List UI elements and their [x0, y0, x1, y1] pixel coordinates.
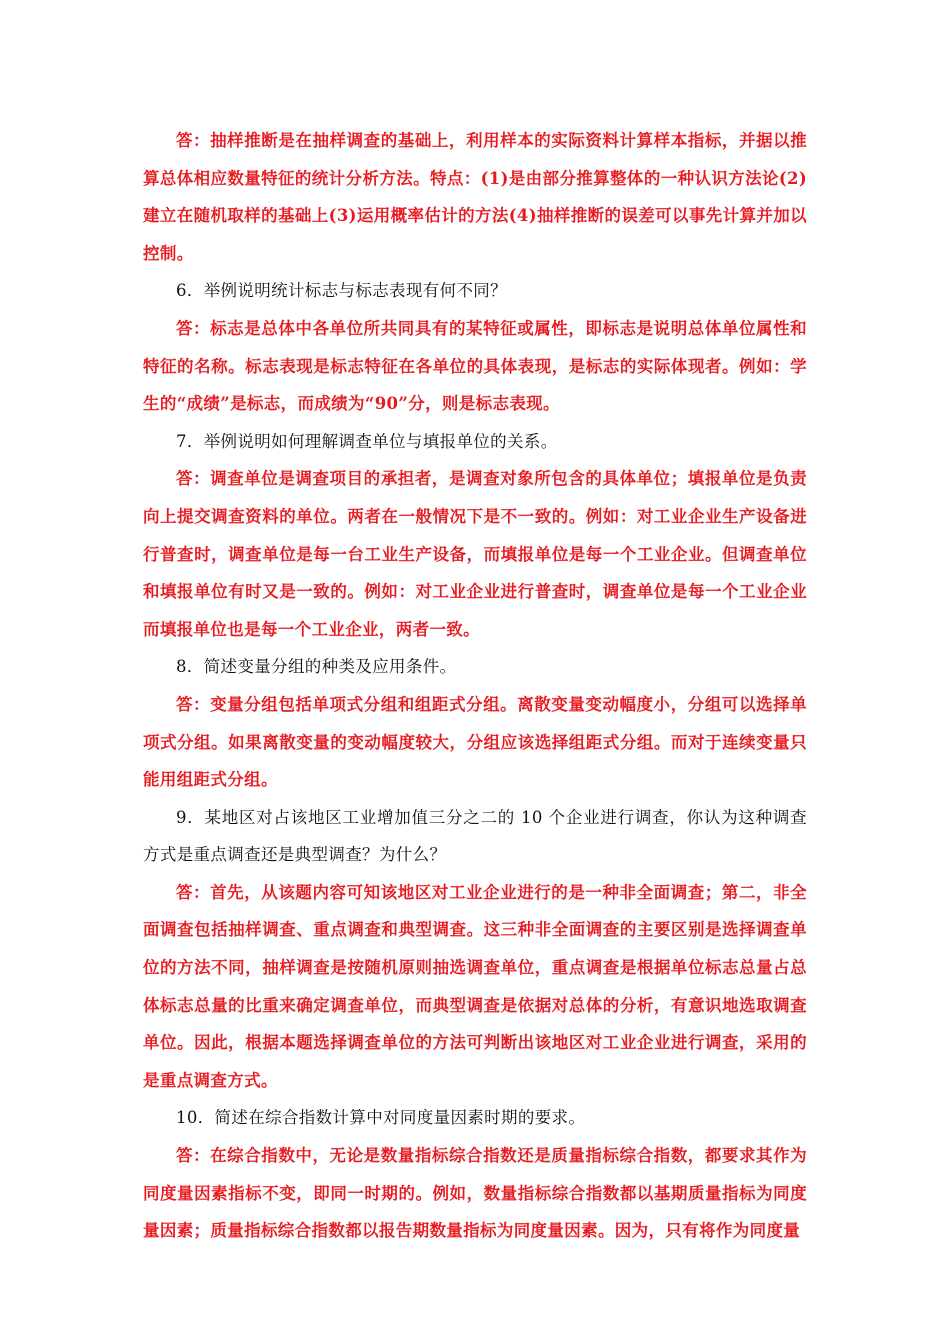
answer-paragraph: 答：抽样推断是在抽样调查的基础上，利用样本的实际资料计算样本指标，并据以推算总体相应数量特征的统计分析方法。特点：(1)是由部分推算整体的一种认识方法论(2)建立在随机取样的基础上(3)运用概率估计的方法(4)抽样推断的误差可以事先计算并加以控制。 — [143, 131, 807, 263]
question-paragraph: 7．举例说明如何理解调查单位与填报单位的关系。 — [176, 431, 558, 451]
answer-paragraph: 答：首先，从该题内容可知该地区对工业企业进行的是一种非全面调查；第二，非全面调查包括抽样调查、重点调查和典型调查。这三种非全面调查的主要区别是选择调查单位的方法不同，抽样调查是按随机原则抽选调查单位，重点调查是根据单位标志总量占总体标志总量的比重来确定调查单位，而典型调查是依据对总体的分析，有意识地选取调查单位。因此，根据本题选择调查单位的方法可判断出该地区对工业企业进行调查，采用的是重点调查方式。 — [143, 882, 807, 1090]
document-page — [143, 122, 807, 1250]
question-paragraph: 10．简述在综合指数计算中对同度量因素时期的要求。 — [176, 1108, 586, 1128]
question-paragraph: 9．某地区对占该地区工业增加值三分之二的 10 个企业进行调查，你认为这种调查方式是重点调查还是典型调查？为什么？ — [143, 807, 807, 865]
answer-paragraph: 答：调查单位是调查项目的承担者，是调查对象所包含的具体单位；填报单位是负责向上提交调查资料的单位。两者在一般情况下是不一致的。例如：对工业企业生产设备进行普查时，调查单位是每一台工业生产设备，而填报单位是每一个工业企业。但调查单位和填报单位有时又是一致的。例如：对工业企业进行普查时，调查单位是每一个工业企业而填报单位也是每一个工业企业，两者一致。 — [143, 469, 807, 639]
answer-paragraph: 答：在综合指数中，无论是数量指标综合指数还是质量指标综合指数，都要求其作为同度量因素指标不变，即同一时期的。例如，数量指标综合指数都以基期质量指标为同度量因素；质量指标综合指数都以报告期数量指标为同度量因素。因为，只有将作为同度量 — [143, 1146, 807, 1241]
question-paragraph: 6．举例说明统计标志与标志表现有何不同？ — [176, 281, 507, 301]
answer-paragraph: 答：标志是总体中各单位所共同具有的某特征或属性，即标志是说明总体单位属性和特征的名称。标志表现是标志特征在各单位的具体表现，是标志的实际体现者。例如：学生的“成绩”是标志，而成绩为“90”分，则是标志表现。 — [143, 318, 807, 414]
question-paragraph: 8．简述变量分组的种类及应用条件。 — [176, 657, 457, 677]
answer-paragraph: 答：变量分组包括单项式分组和组距式分组。离散变量变动幅度小，分组可以选择单项式分组。如果离散变量的变动幅度较大，分组应该选择组距式分组。而对于连续变量只能用组距式分组。 — [143, 694, 807, 790]
